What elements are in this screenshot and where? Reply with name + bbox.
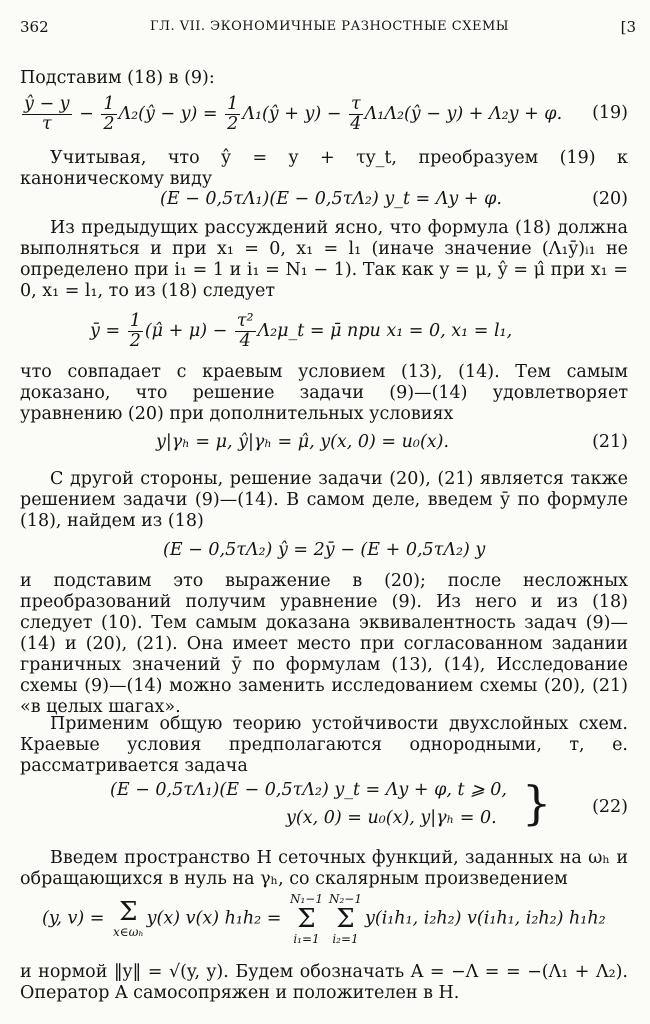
equation-22-line2: y(x, 0) = u₀(x), y|γₕ = 0. — [286, 808, 497, 828]
equation-inner-product: (y, v) = Σ x∈ωₕy(x) v(x) h₁h₂ = N₁−1 Σ i₁=1N₂−1 Σ i₂=1y(i₁h₁, i₂h₂) v(i₁h₁, i₂h₂) h₁h₂ — [42, 892, 606, 946]
paragraph-other-side: С другой стороны, решение задачи (20), (21) является также решением задачи (9)—(14). В самом деле, введем ȳ по формуле (18), найдем из (18) — [20, 469, 628, 531]
right-brace: } — [522, 776, 552, 830]
equation-number-22: (22) — [592, 797, 628, 817]
page-header — [0, 18, 650, 42]
fraction: $\frac{\tau}{4}$ — [350, 94, 362, 134]
fraction: $\frac{ŷ - y}{\tau}$ — [24, 94, 70, 134]
paragraph-proved: что совпадает с краевым условием (13), (14). Тем самым доказано, что решение задачи (9)—(14) удовлетворяет уравнению (20) при дополнительных условиях — [20, 362, 628, 424]
paragraph-reasoning: Из предыдущих рассуждений ясно, что формула (18) должна выполняться и при x₁ = 0, x₁ = l₁ (иначе значение (Λ₁ȳ)ᵢ₁ не определено при i₁ = 1 и i₁ = N₁ − 1). Так как y = μ, ŷ = μ̂ при x₁ = 0, x₁ = l₁, то из (18) следует — [20, 218, 628, 301]
equation-20: (E − 0,5τΛ₁)(E − 0,5τΛ₂) y_t = Λy + φ. — [160, 189, 502, 209]
fraction: $\frac{1}{2}$ — [103, 94, 115, 134]
paragraph-equivalence: и подставим это выражение в (20); после несложных преобразований получим уравнение (9). Из него и из (18) следует (10). Тем самым доказана эквивалентность задач (9)—(14) и (20), (21). Она имеет место при согласованном задании граничных значений ȳ по формулам (13), (14), Исследование схемы (9)—(14) можно заменить исследованием схемы (20), (21) «в целых шагах». — [20, 571, 628, 717]
section-marker: [3 — [620, 18, 636, 36]
equation-21: y|γₕ = μ, ŷ|γₕ = μ̂, y(x, 0) = u₀(x). — [156, 432, 450, 452]
paragraph-stability: Применим общую теорию устойчивости двухслойных схем. Краевые условия предполагаются однородными, т, е. рассматривается задача — [20, 714, 628, 776]
paragraph-space: Введем пространство H сеточных функций, заданных на ωₕ и обращающихся в нуль на γₕ, со скалярным произведением — [20, 848, 628, 889]
equation-19: $\frac{ŷ - y}{\tau}$ − $\frac{1}{2}$ Λ₂(ŷ − y) = $\frac{1}{2}$ Λ₁(ŷ + y) − $\frac{\tau}{4}$ Λ₁Λ₂(ŷ − y) + Λ₂y + φ. — [24, 94, 563, 134]
sum-symbol: N₂−1 Σ i₂=1 — [328, 892, 362, 946]
paragraph-substitute: Подставим (18) в (9): — [20, 68, 215, 88]
equation-yhat: (E − 0,5τΛ₂) ŷ = 2ȳ − (E + 0,5τΛ₂) y — [163, 540, 486, 560]
sum-symbol: Σ x∈ωₕ — [113, 897, 144, 939]
fraction: $\frac{1}{2}$ — [227, 94, 239, 134]
sum-symbol: N₁−1 Σ i₁=1 — [289, 892, 323, 946]
equation-boundary: ȳ = $\frac{1}{2}$ (μ̂ + μ) − $\frac{\text{τ²}}{4}$ Λ₂μ_t = μ̄ при x₁ = 0, x₁ = l₁, — [90, 311, 513, 351]
equation-22-line1: (E − 0,5τΛ₁)(E − 0,5τΛ₂) y_t = Λy + φ, t ⩾ 0, — [110, 780, 507, 800]
equation-number-20: (20) — [592, 189, 628, 209]
equation-number-19: (19) — [592, 103, 628, 123]
paragraph-canonical: Учитывая, что ŷ = y + τy_t, преобразуем (19) к каноническому виду — [20, 148, 628, 189]
page-number: 362 — [20, 18, 49, 36]
fraction: $\frac{1}{2}$ — [129, 311, 141, 351]
paragraph-norm: и нормой ‖y‖ = √(y, y). Будем обозначать A = −Λ = = −(Λ₁ + Λ₂). Оператор A самосопряжен и положителен в H. — [20, 962, 628, 1003]
fraction: $\frac{\text{τ²}}{4}$ — [236, 311, 254, 351]
chapter-title: ГЛ. VII. ЭКОНОМИЧНЫЕ РАЗНОСТНЫЕ СХЕМЫ — [150, 19, 510, 34]
equation-number-21: (21) — [592, 432, 628, 452]
